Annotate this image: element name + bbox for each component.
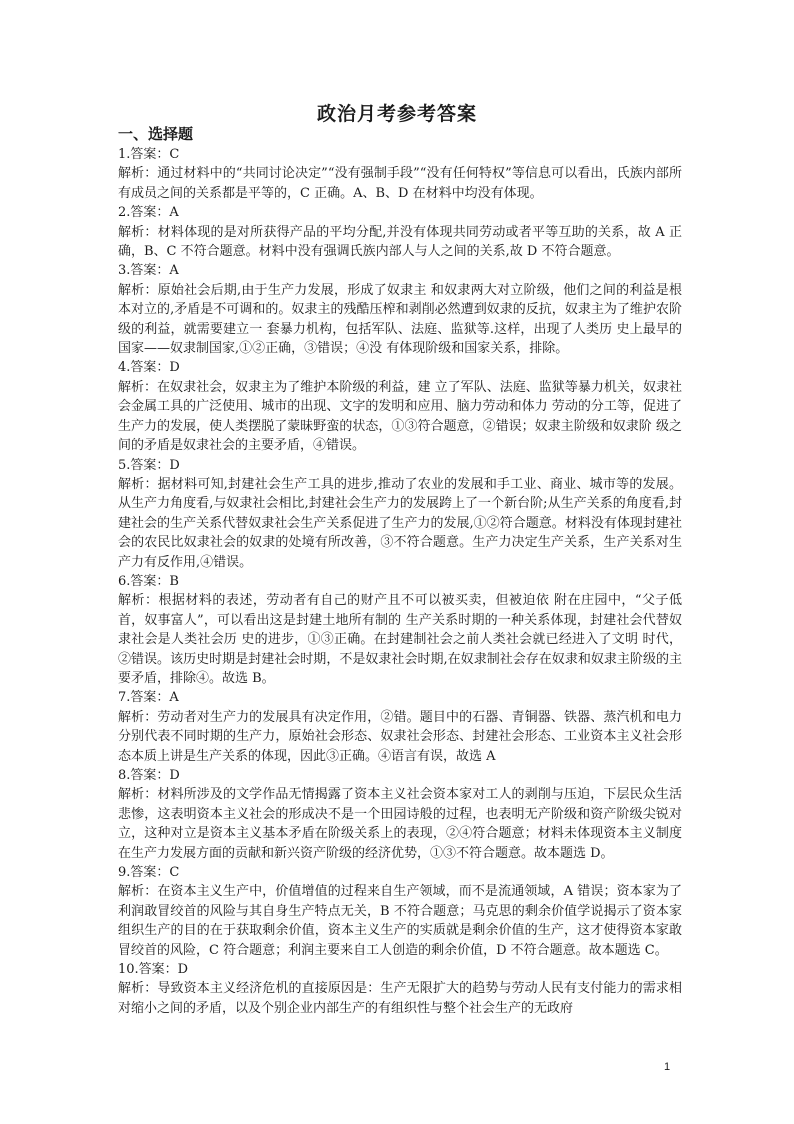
answer-content [118, 124, 682, 1018]
page-title: 政治月考参考答案 [316, 103, 477, 125]
question-item [118, 572, 682, 688]
analysis-text: 解析：材料所涉及的文学作品无情揭露了资本主义社会资本家对工人的剥削与压迫，下层民众生活悲惨，这表明资本主义社会的形成决不是一个田园诗般的过程，也表明无产阶级和资产阶级尖锐对立，这种对立是资本主义基本矛盾在阶级关系上的表现，②④符合题意；材料未体现资本主义制度在生产力发展方面的贡献和新兴资产阶级的经济优势，①③不符合题意。故本题选 D。 [118, 787, 682, 861]
analysis-text: 解析：劳动者对生产力的发展具有决定作用，②错。题目中的石器、青铜器、铁器、蒸汽机和电力分别代表不同时期的生产力，原始社会形态、奴隶社会形态、封建社会形态、工业资本主义社会形态本质上讲是生产关系的体现，因此③正确。④语言有误，故选 A [118, 709, 682, 764]
analysis-text: 解析：在奴隶社会，奴隶主为了维护本阶级的利益，建 立了军队、法庭、监狱等暴力机关，奴隶社会金属工具的广泛使用、城市的出现、文字的发明和应用、脑力劳动和体力 劳动的分工等，促进了生产力的发展，使人类摆脱了蒙昧野蛮的状态，①③符合题意，②错误；奴隶主阶级和奴隶阶 级之间的矛盾是奴隶社会的主要矛盾，④错误。 [118, 379, 682, 454]
question-item [118, 145, 682, 203]
question-item [118, 261, 682, 358]
answer-line: 9.答案：C [118, 865, 180, 881]
analysis-text: 解析：导致资本主义经济危机的直接原因是：生产无限扩大的趋势与劳动人民有支付能力的需求相对缩小之间的矛盾，以及个别企业内部生产的有组织性与整个社会生产的无政府 [118, 981, 682, 1016]
answer-line: 3.答案：A [118, 263, 179, 279]
analysis-text: 解析：根据材料的表述，劳动者有自己的财产且不可以被买卖，但被迫依 附在庄园中，“父子低首，奴事富人”，可以看出这是封建土地所有制的 生产关系时期的一种关系体现，封建社会代替奴隶社会是人类社会历 史的进步，①③正确。在封建制社会之前人类社会就已经进入了文明 时代，②错误。该历史时期是封建社会时期，不是奴隶社会时期,在奴隶制社会存在奴隶和奴隶主阶级的主要矛盾，排除④。故选 B。 [118, 593, 682, 686]
answer-line: 7.答案：A [118, 690, 179, 706]
analysis-text: 解析：据材料可知,封建社会生产工具的进步,推动了农业的发展和手工业、商业、城市等的发展。从生产力角度看,与奴隶社会相比,封建社会生产力的发展跨上了一个新台阶;从生产关系的角度看,封建社会的生产关系代替奴隶社会生产关系促进了生产力的发展,①②符合题意。材料没有体现封建社会的农民比奴隶社会的奴隶的处境有所改善，③不符合题意。生产力决定生产关系，生产关系对生产力有反作用,④错误。 [118, 476, 682, 570]
question-item [118, 688, 682, 766]
answer-line: 6.答案：B [118, 573, 179, 589]
answer-line: 5.答案：D [118, 457, 180, 473]
analysis-text: 解析：材料体现的是对所获得产品的平均分配,并没有体现共同劳动或者平等互助的关系，故 A 正确，B、C 不符合题意。材料中没有强调氏族内部人与人之间的关系,故 D 不符合题意。 [118, 224, 682, 260]
question-item [118, 766, 682, 863]
answer-line: 10.答案：D [118, 962, 189, 978]
analysis-text: 解析：在资本主义生产中，价值增值的过程来自生产领域，而不是流通领域，A 错误；资本家为了利润敢冒绞首的风险与其自身生产特点无关，B 不符合题意；马克思的剩余价值学说揭示了资本家组织生产的目的在于获取剩余价值，资本主义生产的实质就是剩余价值的生产，这才使得资本家敢冒绞首的风险，C 符合题意；利润主要来自工人创造的剩余价值，D 不符合题意。故本题选 C。 [118, 884, 682, 958]
question-item [118, 456, 682, 572]
analysis-text: 解析：原始社会后期,由于生产力发展，形成了奴隶主 和奴隶两大对立阶级，他们之间的利益是根本对立的,矛盾是不可调和的。奴隶主的残酷压榨和剥削必然遭到奴隶的反抗，奴隶主为了维护农阶级的利益，就需要建立一 套暴力机构，包括军队、法庭、监狱等.这样，出现了人类历 史上最早的国家——奴隶制国家,①②正确，③错误；④没 有体现阶级和国家关系，排除。 [118, 282, 682, 357]
analysis-text: 解析：通过材料中的“共同讨论决定”“没有强制手段”“没有任何特权”等信息可以看出，氏族内部所有成员之间的关系都是平等的，C 正确。A、B、D 在材料中均没有体现。 [118, 166, 682, 201]
question-item [118, 863, 682, 960]
answer-line: 2.答案：A [118, 205, 179, 221]
page-number: 1 [664, 1061, 671, 1073]
answer-line: 4.答案：D [118, 360, 180, 376]
question-item [118, 358, 682, 455]
section-heading: 一、选择题 [118, 125, 194, 143]
question-item [118, 960, 682, 1018]
answer-line: 8.答案：D [118, 768, 180, 783]
question-item [118, 203, 682, 261]
answer-line: 1.答案：C [118, 147, 180, 162]
